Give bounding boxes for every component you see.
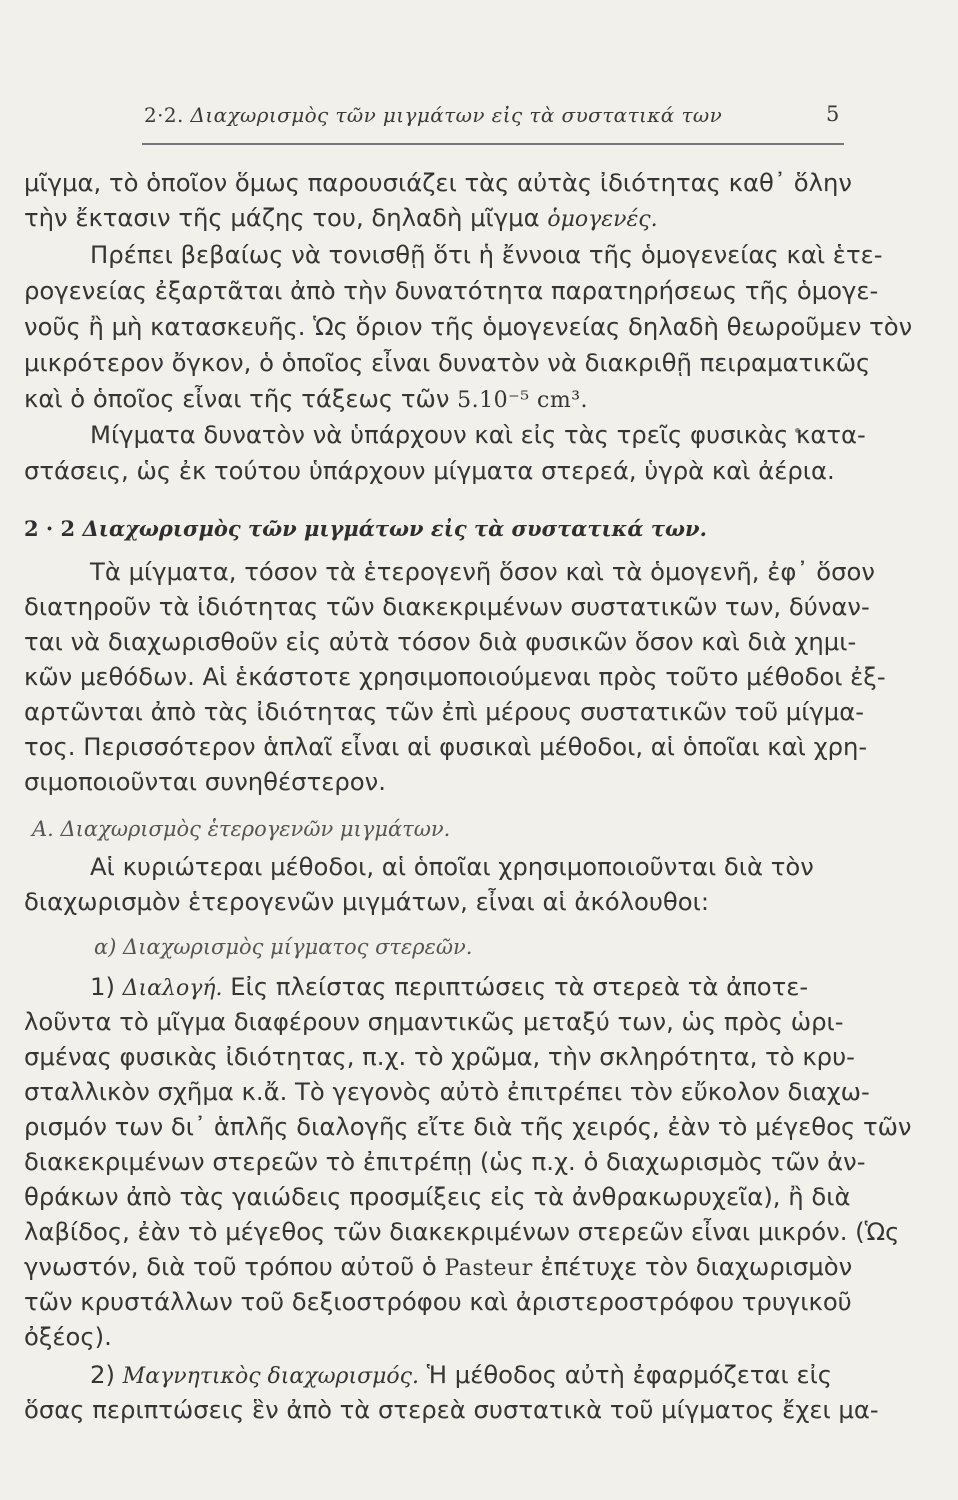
text-run: γνωστόν, διὰ τοῦ τρόπου αὐτοῦ ὁ bbox=[24, 1252, 445, 1281]
running-head-section: 2·2. bbox=[144, 103, 184, 127]
text-line: λαβίδος, ἐὰν τὸ μέγεθος τῶν διακεκριμένων στερεῶν εἶναι μικρόν. (Ὡς bbox=[24, 1217, 900, 1246]
running-head bbox=[144, 103, 844, 127]
text-line: ται νὰ διαχωρισθοῦν εἰς αὐτὰ τόσον διὰ φυσικῶν ὅσον καὶ διὰ χημι- bbox=[24, 627, 857, 656]
paragraph-first-line: Μίγματα δυνατὸν νὰ ὑπάρχουν καὶ εἰς τὰς τρεῖς φυσικὰς κατα- bbox=[90, 420, 866, 449]
text-line: σμένας φυσικὰς ἰδιότητας, π.χ. τὸ χρῶμα, τὴν σκληρότητα, τὸ κρυ- bbox=[24, 1042, 855, 1071]
emphasis-text: Διαλογή. bbox=[122, 976, 223, 1001]
formula-text: 5.10⁻⁵ cm³. bbox=[457, 388, 589, 413]
text-line: λοῦντα τὸ μῖγμα διαφέρουν σημαντικῶς μεταξύ των, ὡς πρὸς ὡρι- bbox=[24, 1007, 844, 1036]
text-line: μῖγμα, τὸ ὁποῖον ὅμως παρουσιάζει τὰς αὐτὰς ἰδιότητας καθ᾿ ὅλην bbox=[24, 168, 852, 197]
text-line: διατηροῦν τὰ ἰδιότητας τῶν διακεκριμένων συστατικῶν των, δύναν- bbox=[24, 592, 870, 621]
text-line bbox=[24, 1252, 852, 1284]
text-line: σταλλικὸν σχῆμα κ.ἄ. Τὸ γεγονὸς αὐτὸ ἐπιτρέπει τὸν εὔκολον διαχω- bbox=[24, 1077, 870, 1106]
subheading-a-capital: Α. Διαχωρισμὸς ἑτερογενῶν μιγμάτων. bbox=[32, 817, 451, 841]
section-heading-title: Διαχωρισμὸς τῶν μιγμάτων εἰς τὰ συστατικά των. bbox=[82, 516, 707, 541]
text-line: θράκων ἀπὸ τὰς γαιώδεις προσμίξεις εἰς τὰ ἀνθρακωρυχεῖα), ἢ διὰ bbox=[24, 1182, 851, 1211]
subheading-a-small: α) Διαχωρισμὸς μίγματος στερεῶν. bbox=[94, 935, 473, 959]
text-run: Ἡ μέθοδος αὐτὴ ἐφαρμόζεται εἰς bbox=[418, 1360, 833, 1389]
text-line: στάσεις, ὡς ἐκ τούτου ὑπάρχουν μίγματα στερεά, ὑγρὰ καὶ ἀέρια. bbox=[24, 456, 835, 485]
text-line: τῶν κρυστάλλων τοῦ δεξιοστρόφου καὶ ἀριστεροστρόφου τρυγικοῦ bbox=[24, 1287, 852, 1316]
text-line: αρτῶνται ἀπὸ τὰς ἰδιότητας τῶν ἐπὶ μέρους συστατικῶν τοῦ μίγμα- bbox=[24, 697, 865, 726]
text-line: κῶν μεθόδων. Αἱ ἑκάστοτε χρησιμοποιούμεναι πρὸς τοῦτο μέθοδοι ἐξ- bbox=[24, 662, 886, 691]
text-line: νοῦς ἢ μὴ κατασκευῆς. Ὡς ὅριον τῆς ὁμογενείας δηλαδὴ θεωροῦμεν τὸν bbox=[24, 312, 913, 341]
text-line: ὅσας περιπτώσεις ἓν ἀπὸ τὰ στερεὰ συστατικὰ τοῦ μίγματος ἔχει μα- bbox=[24, 1395, 879, 1424]
emphasis-text: Μαγνητικὸς διαχωρισμός. bbox=[122, 1364, 419, 1389]
header-rule bbox=[142, 143, 844, 145]
text-line: σιμοποιοῦνται συνηθέστερον. bbox=[24, 767, 386, 796]
page-number: 5 bbox=[826, 102, 840, 126]
section-heading-number: 2 · 2 bbox=[24, 516, 76, 541]
running-head-title: Διαχωρισμὸς τῶν μιγμάτων εἰς τὰ συστατικά των bbox=[190, 103, 723, 127]
latin-name: Pasteur bbox=[444, 1256, 533, 1281]
section-heading bbox=[24, 514, 707, 544]
text-run: ἐπέτυχε τὸν διαχωρισμὸν bbox=[532, 1252, 853, 1281]
paragraph-first-line: Αἱ κυριώτεραι μέθοδοι, αἱ ὁποῖαι χρησιμοποιοῦνται διὰ τὸν bbox=[90, 852, 814, 881]
text-line: μικρότερον ὄγκον, ὁ ὁποῖος εἶναι δυνατὸν νὰ διακριθῇ πειραματικῶς bbox=[24, 348, 871, 377]
emphasis-text: ὁμογενές. bbox=[547, 207, 658, 232]
text-run: τὴν ἔκτασιν τῆς μάζης του, δηλαδὴ μῖγμα bbox=[24, 203, 548, 232]
text-line: ρογενείας ἐξαρτᾶται ἀπὸ τὴν δυνατότητα παρατηρήσεως τῆς ὁμογε- bbox=[24, 276, 879, 305]
text-line: ρισμόν των δι᾿ ἁπλῆς διαλογῆς εἴτε διὰ τῆς χειρός, ἐὰν τὸ μέγεθος τῶν bbox=[24, 1112, 912, 1141]
text-line: τος. Περισσότερον ἁπλαῖ εἶναι αἱ φυσικαὶ μέθοδοι, αἱ ὁποῖαι καὶ χρη- bbox=[24, 732, 868, 761]
paragraph-first-line bbox=[90, 972, 808, 1004]
text-line: διαχωρισμὸν ἑτερογενῶν μιγμάτων, εἶναι αἱ ἀκόλουθοι: bbox=[24, 887, 710, 916]
paragraph-first-line: Τὰ μίγματα, τόσον τὰ ἑτερογενῆ ὅσον καὶ τὰ ὁμογενῆ, ἐφ᾿ ὅσον bbox=[90, 557, 875, 586]
text-line bbox=[24, 384, 588, 416]
text-line: ὀξέος). bbox=[24, 1322, 112, 1351]
text-run: καὶ ὁ ὁποῖος εἶναι τῆς τάξεως τῶν bbox=[24, 384, 458, 413]
paragraph-first-line: Πρέπει βεβαίως νὰ τονισθῇ ὅτι ἡ ἔννοια τῆς ὁμογενείας καὶ ἑτε- bbox=[90, 240, 883, 269]
paragraph-first-line bbox=[90, 1360, 832, 1392]
text-run: Εἰς πλείστας περιπτώσεις τὰ στερεὰ τὰ ἀποτε- bbox=[222, 972, 809, 1001]
text-line: διακεκριμένων στερεῶν τὸ ἐπιτρέπῃ (ὡς π.χ. ὁ διαχωρισμὸς τῶν ἀν- bbox=[24, 1147, 866, 1176]
text-line bbox=[24, 203, 658, 235]
list-number: 2) bbox=[90, 1360, 123, 1389]
list-number: 1) bbox=[90, 972, 123, 1001]
